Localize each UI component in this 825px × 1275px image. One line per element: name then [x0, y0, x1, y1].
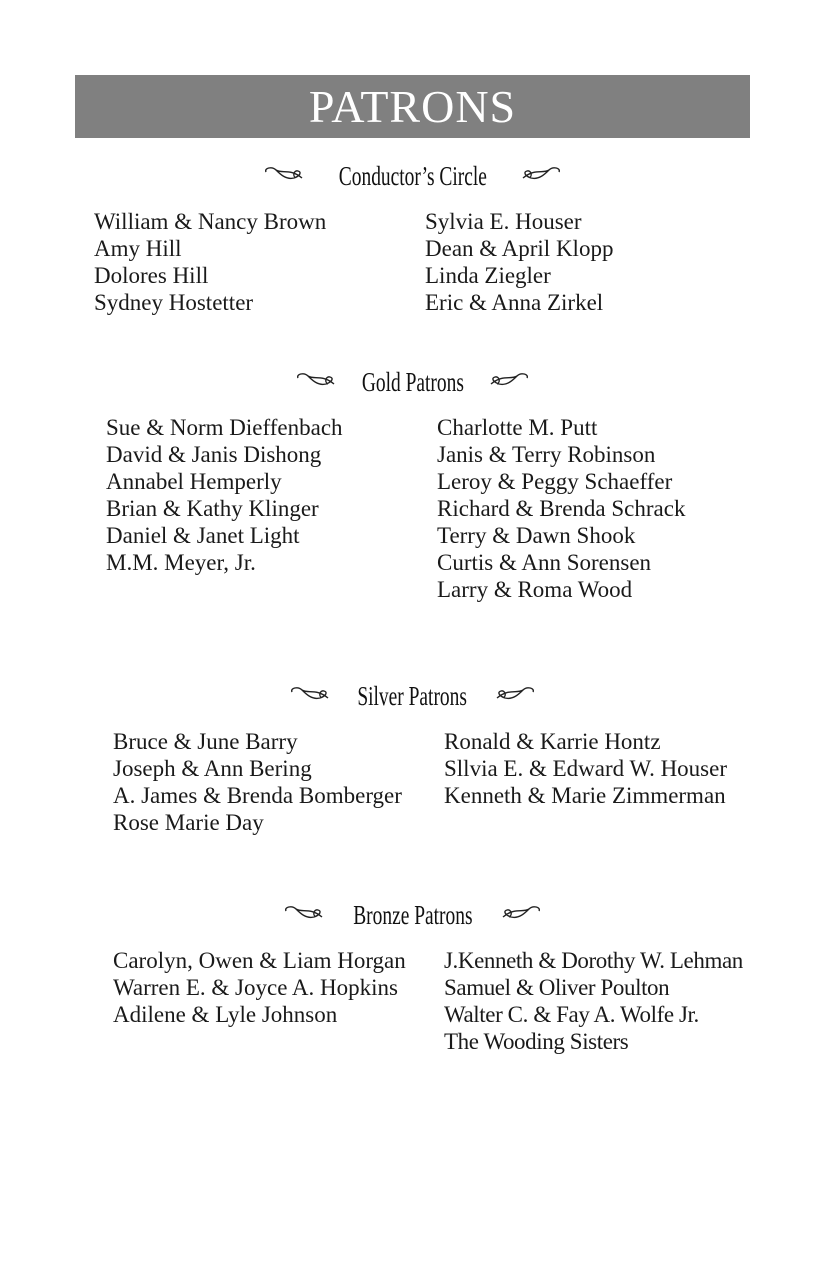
- patron-name: Bruce & June Barry: [113, 729, 298, 754]
- swirl-left-icon: [288, 684, 332, 708]
- patron-name: Joseph & Ann Bering: [113, 756, 312, 781]
- silver-right-column: [444, 728, 727, 809]
- patron-name: Curtis & Ann Sorensen: [437, 550, 652, 575]
- gold-right-column: [437, 414, 685, 603]
- patron-name: Samuel & Oliver Poulton: [444, 975, 670, 1000]
- patron-name: Brian & Kathy Klinger: [106, 496, 319, 521]
- patron-name: Sydney Hostetter: [94, 290, 254, 315]
- swirl-left-icon: [262, 164, 306, 188]
- swirl-left-icon: [294, 370, 338, 394]
- gold-left-column: [106, 414, 343, 576]
- swirl-right-icon: [499, 903, 543, 927]
- patron-name: Charlotte M. Putt: [437, 415, 598, 440]
- patron-name: Terry & Dawn Shook: [437, 523, 636, 548]
- section-title: Bronze Patrons: [352, 900, 473, 930]
- silver-left-column: [113, 728, 402, 836]
- bronze-left-column: [113, 947, 406, 1028]
- swirl-right-icon: [493, 684, 537, 708]
- patron-name: Amy Hill: [94, 236, 182, 261]
- patron-name: Annabel Hemperly: [106, 469, 282, 494]
- conductors-left-column: [94, 208, 326, 316]
- patron-name: Dean & April Klopp: [425, 236, 614, 261]
- patron-name: Dolores Hill: [94, 263, 209, 288]
- section-title: Gold Patrons: [361, 367, 464, 397]
- patron-name: Rose Marie Day: [113, 810, 264, 835]
- patron-name: Richard & Brenda Schrack: [437, 496, 686, 521]
- section-title: Conductor’s Circle: [338, 161, 487, 191]
- section-heading-silver: [0, 678, 825, 718]
- patron-name: Leroy & Peggy Schaeffer: [437, 469, 673, 494]
- patron-name: Janis & Terry Robinson: [437, 442, 656, 467]
- swirl-right-icon: [487, 370, 531, 394]
- swirl-left-icon: [282, 903, 326, 927]
- patron-name: Sue & Norm Dieffenbach: [106, 415, 343, 440]
- patron-name: Adilene & Lyle Johnson: [113, 1002, 338, 1027]
- page-title: PATRONS: [308, 81, 517, 132]
- patron-name: The Wooding Sisters: [444, 1029, 629, 1054]
- section-heading-bronze: [0, 897, 825, 937]
- patron-name: Linda Ziegler: [425, 263, 551, 288]
- patron-name: Larry & Roma Wood: [437, 577, 633, 602]
- section-heading-gold: [0, 364, 825, 404]
- patron-name: Warren E. & Joyce A. Hopkins: [113, 975, 398, 1000]
- patron-name: David & Janis Dishong: [106, 442, 322, 467]
- patron-name: William & Nancy Brown: [94, 209, 327, 234]
- patron-name: Eric & Anna Zirkel: [425, 290, 604, 315]
- section-heading-conductors: [0, 158, 825, 198]
- patron-name: Sllvia E. & Edward W. Houser: [444, 756, 727, 781]
- patron-name: Carolyn, Owen & Liam Horgan: [113, 948, 406, 973]
- patron-name: Walter C. & Fay A. Wolfe Jr.: [444, 1002, 699, 1027]
- patron-name: M.M. Meyer, Jr.: [106, 550, 256, 575]
- patron-name: Ronald & Karrie Hontz: [444, 729, 661, 754]
- patron-name: A. James & Brenda Bomberger: [113, 783, 402, 808]
- patron-name: J.Kenneth & Dorothy W. Lehman: [444, 948, 743, 973]
- swirl-right-icon: [519, 164, 563, 188]
- title-banner: [75, 75, 750, 138]
- bronze-right-column: [444, 947, 743, 1055]
- patron-name: Sylvia E. Houser: [425, 209, 582, 234]
- conductors-right-column: [425, 208, 613, 316]
- patron-name: Kenneth & Marie Zimmerman: [444, 783, 726, 808]
- patron-name: Daniel & Janet Light: [106, 523, 300, 548]
- section-title: Silver Patrons: [357, 681, 468, 711]
